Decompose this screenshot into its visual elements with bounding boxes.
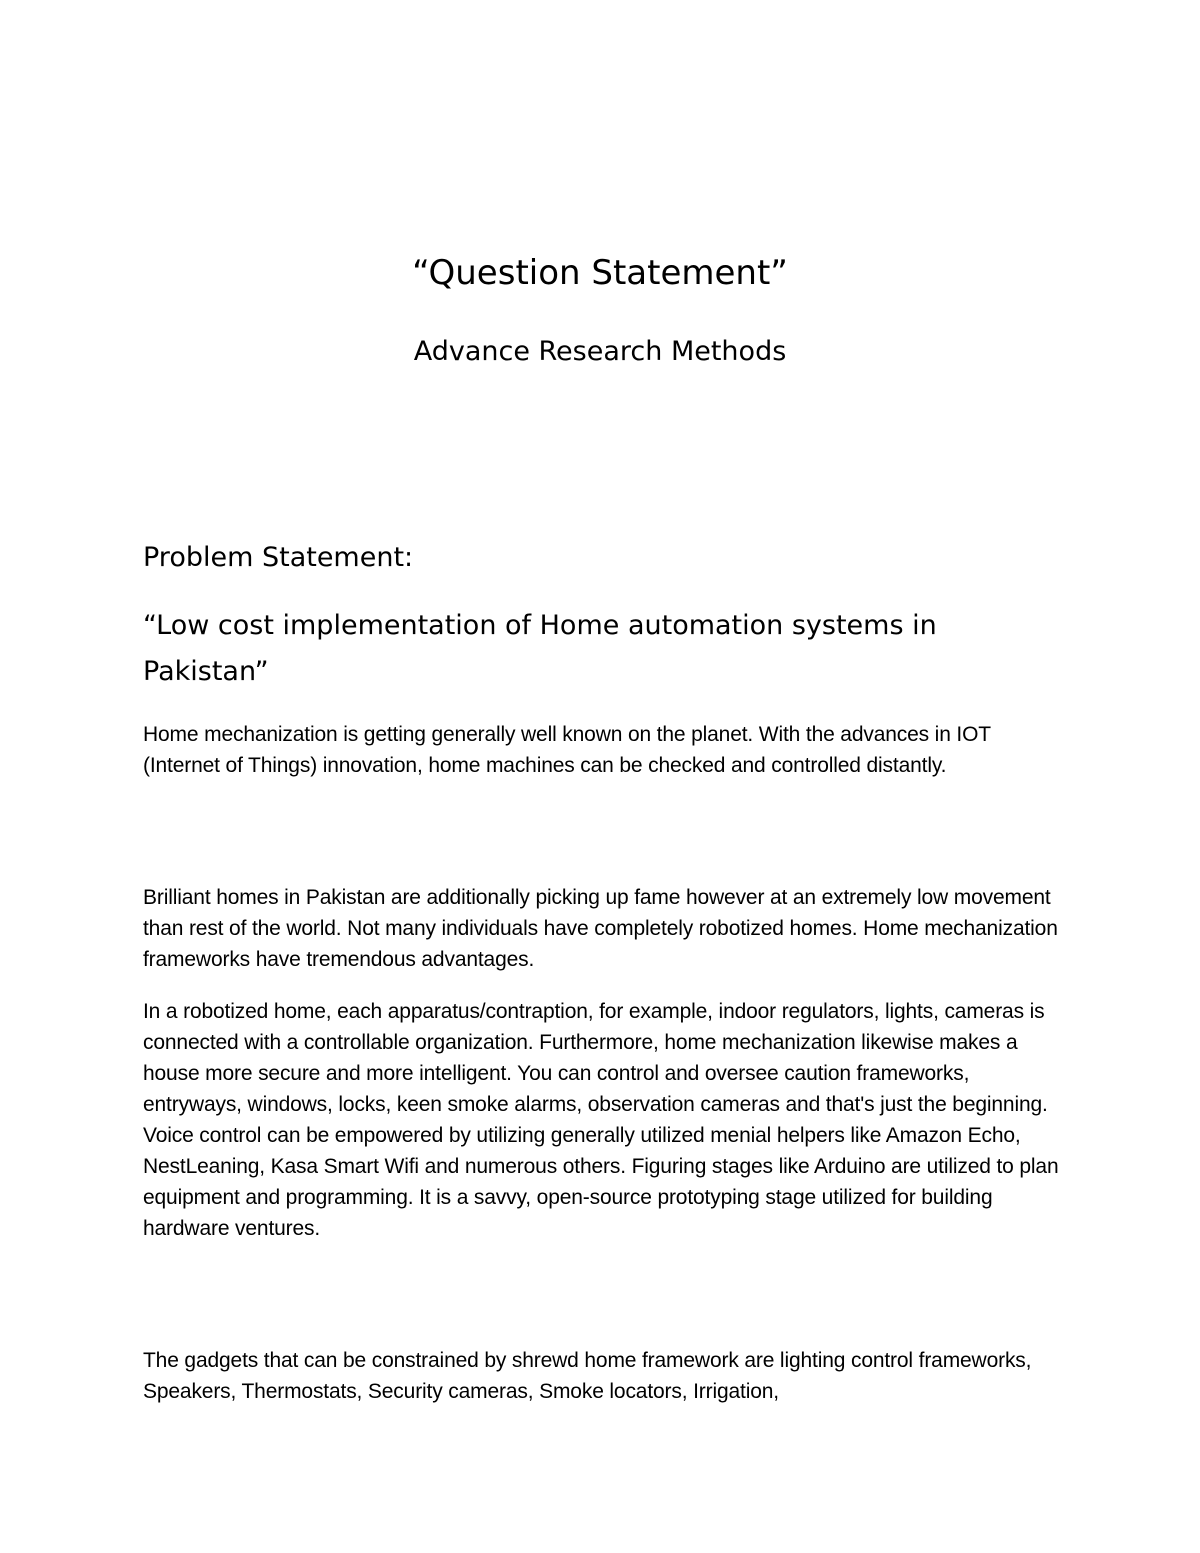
document-subtitle: Advance Research Methods: [413, 336, 787, 367]
paragraph: Brilliant homes in Pakistan are additionally picking up fame however at an extremely low movement than rest of the world. Not many individuals have completely robotized homes. Home mechanization frameworks have tremendous advantages.: [143, 886, 1058, 971]
paragraph: The gadgets that can be constrained by shrewd home framework are lighting control frameworks, Speakers, Thermostats, Security cameras, Smoke locators, Irrigation,: [143, 1349, 1032, 1403]
section-heading: Problem Statement:: [143, 542, 414, 573]
paragraph: In a robotized home, each apparatus/contraption, for example, indoor regulators, lights, cameras is connected with a controllable organization. Furthermore, home mechanization likewise makes a house more secure and more intelligent. You can control and oversee caution frameworks, entryways, windows, locks, keen smoke alarms, observation cameras and that's just the beginning. Voice control can be empowered by utilizing generally utilized menial helpers like Amazon Echo, NestLeaning, Kasa Smart Wifi and numerous others. Figuring stages like Arduino are utilized to plan equipment and programming. It is a savvy, open-source prototyping stage utilized for building hardware ventures.: [143, 1000, 1059, 1240]
problem-title: “Low cost implementation of Home automation systems in Pakistan”: [143, 610, 937, 687]
paragraph: Home mechanization is getting generally well known on the planet. With the advances in IOT (Internet of Things) innovation, home machines can be checked and controlled distantly.: [143, 723, 991, 777]
document-title: “Question Statement”: [412, 253, 788, 293]
